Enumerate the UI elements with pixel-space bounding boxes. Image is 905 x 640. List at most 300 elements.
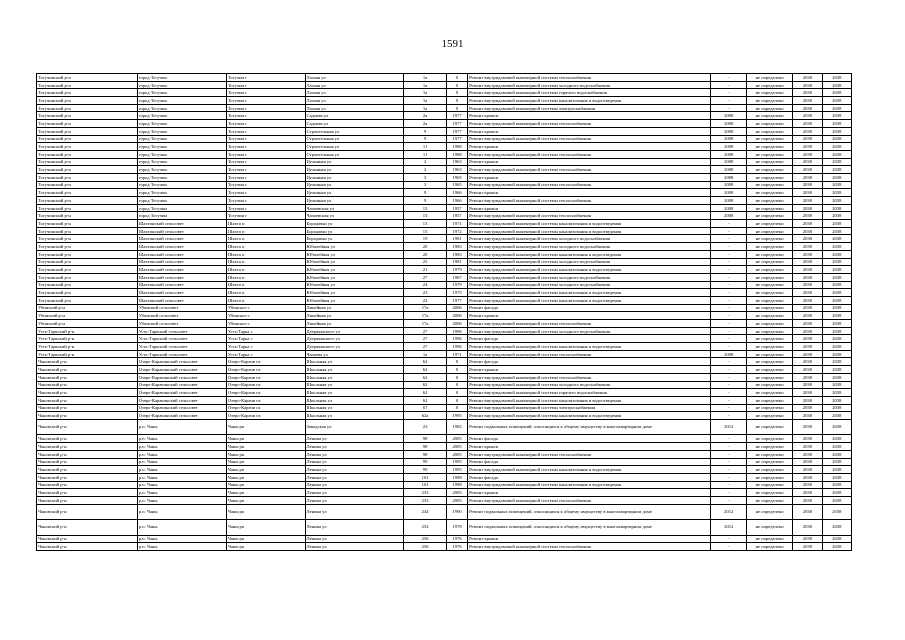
cell-planned-cost: не определено bbox=[747, 173, 793, 181]
cell-build-year: 0 bbox=[447, 396, 468, 404]
cell-municipality: город Тогучин bbox=[137, 104, 226, 112]
cell-street: Ленина ул bbox=[305, 473, 404, 481]
cell-end-year: 2038 bbox=[822, 535, 851, 543]
cell-settlement: Тогучин г bbox=[226, 112, 305, 120]
cell-settlement: Озеро-Карачи пс bbox=[226, 389, 305, 397]
cell-street: Лазаня ул bbox=[305, 104, 404, 112]
table-row bbox=[37, 535, 852, 543]
cell-settlement: Тогучин г bbox=[226, 166, 305, 174]
cell-district: Тогучинский р-н bbox=[37, 243, 138, 251]
table-row bbox=[37, 389, 852, 397]
cell-house-number: 17а bbox=[404, 304, 447, 312]
cell-planned-cost: не определено bbox=[747, 535, 793, 543]
cell-settlement: Тогучин г bbox=[226, 89, 305, 97]
cell-end-year: 2038 bbox=[822, 419, 851, 435]
cell-house-number: 67 bbox=[404, 404, 447, 412]
cell-end-year: 2038 bbox=[822, 204, 851, 212]
cell-start-year: 2038 bbox=[793, 150, 822, 158]
table-row bbox=[37, 320, 852, 328]
cell-last-repair-year: - bbox=[711, 335, 747, 343]
table-row bbox=[37, 220, 852, 228]
table-row bbox=[37, 143, 852, 151]
cell-start-year: 2038 bbox=[793, 273, 822, 281]
cell-build-year: 1979 bbox=[447, 266, 468, 274]
cell-planned-cost: не определено bbox=[747, 312, 793, 320]
cell-start-year: 2038 bbox=[793, 520, 822, 536]
cell-municipality: город Тогучин bbox=[137, 212, 226, 220]
cell-street: Лазаня ул bbox=[305, 74, 404, 82]
cell-municipality: город Тогучин bbox=[137, 89, 226, 97]
cell-district: Убинский р-н bbox=[37, 304, 138, 312]
cell-district: Чановский р-н bbox=[37, 435, 138, 443]
cell-settlement: Чаны рп bbox=[226, 496, 305, 504]
cell-last-repair-year: - bbox=[711, 473, 747, 481]
cell-end-year: 2038 bbox=[822, 327, 851, 335]
cell-start-year: 2038 bbox=[793, 366, 822, 374]
cell-work-type: Ремонт крыши bbox=[468, 535, 711, 543]
cell-district: Тогучинский р-н bbox=[37, 281, 138, 289]
cell-house-number: 1а bbox=[404, 104, 447, 112]
cell-end-year: 2038 bbox=[822, 320, 851, 328]
cell-district: Тогучинский р-н bbox=[37, 166, 138, 174]
cell-start-year: 2038 bbox=[793, 74, 822, 82]
cell-house-number: 98 bbox=[404, 450, 447, 458]
table-row bbox=[37, 443, 852, 451]
cell-street: Ленина ул bbox=[305, 435, 404, 443]
cell-last-repair-year: - bbox=[711, 435, 747, 443]
cell-house-number: 1а bbox=[404, 97, 447, 105]
cell-settlement: Озеро-Карачи пс bbox=[226, 404, 305, 412]
table-row bbox=[37, 227, 852, 235]
cell-street: Лазаня ул bbox=[305, 97, 404, 105]
cell-last-repair-year: 2008 bbox=[711, 127, 747, 135]
cell-end-year: 2038 bbox=[822, 458, 851, 466]
cell-street: Чапаева ул bbox=[305, 350, 404, 358]
cell-work-type: Ремонт внутридомовой инженерной системы холодного водоснабжения bbox=[468, 281, 711, 289]
cell-planned-cost: не определено bbox=[747, 150, 793, 158]
cell-build-year: 1983 bbox=[447, 250, 468, 258]
cell-municipality: город Тогучин bbox=[137, 150, 226, 158]
cell-street: Ленина ул bbox=[305, 535, 404, 543]
cell-end-year: 2038 bbox=[822, 189, 851, 197]
cell-end-year: 2038 bbox=[822, 250, 851, 258]
cell-last-repair-year: - bbox=[711, 304, 747, 312]
cell-street: Ленина ул bbox=[305, 466, 404, 474]
cell-planned-cost: не определено bbox=[747, 266, 793, 274]
cell-work-type: Ремонт внутридомовой инженерной системы электроснабжения bbox=[468, 404, 711, 412]
cell-start-year: 2038 bbox=[793, 112, 822, 120]
cell-last-repair-year: - bbox=[711, 396, 747, 404]
cell-house-number: 98 bbox=[404, 443, 447, 451]
cell-end-year: 2038 bbox=[822, 404, 851, 412]
cell-district: Тогучинский р-н bbox=[37, 173, 138, 181]
cell-street: Целинная ул bbox=[305, 189, 404, 197]
cell-house-number: 13 bbox=[404, 220, 447, 228]
cell-planned-cost: не определено bbox=[747, 273, 793, 281]
cell-last-repair-year: 2008 bbox=[711, 112, 747, 120]
cell-end-year: 2038 bbox=[822, 389, 851, 397]
table-row bbox=[37, 97, 852, 105]
cell-build-year: 2005 bbox=[447, 435, 468, 443]
cell-municipality: Озеро-Карачинский сельсовет bbox=[137, 412, 226, 420]
cell-street: Школьная ул bbox=[305, 389, 404, 397]
cell-work-type: Ремонт внутридомовой инженерной системы канализования и водоотведения bbox=[468, 220, 711, 228]
cell-municipality: город Тогучин bbox=[137, 74, 226, 82]
cell-work-type: Ремонт внутридомовой инженерной системы канализования и водоотведения bbox=[468, 481, 711, 489]
cell-planned-cost: не определено bbox=[747, 74, 793, 82]
cell-start-year: 2038 bbox=[793, 481, 822, 489]
cell-build-year: 1981 bbox=[447, 235, 468, 243]
cell-district: Тогучинский р-н bbox=[37, 189, 138, 197]
cell-planned-cost: не определено bbox=[747, 296, 793, 304]
cell-planned-cost: не определено bbox=[747, 473, 793, 481]
cell-district: Чановский р-н bbox=[37, 412, 138, 420]
cell-last-repair-year: - bbox=[711, 358, 747, 366]
cell-end-year: 2038 bbox=[822, 227, 851, 235]
cell-district: Чановский р-н bbox=[37, 358, 138, 366]
cell-house-number: 24 bbox=[404, 281, 447, 289]
table-row bbox=[37, 104, 852, 112]
table-row bbox=[37, 435, 852, 443]
cell-work-type: Ремонт фасада bbox=[468, 335, 711, 343]
cell-last-repair-year: 2008 bbox=[711, 143, 747, 151]
cell-build-year: 1957 bbox=[447, 212, 468, 220]
cell-work-type: Ремонт внутридомовой инженерной системы теплоснабжения bbox=[468, 350, 711, 358]
cell-street: Целинная ул bbox=[305, 166, 404, 174]
cell-settlement: Тогучин г bbox=[226, 212, 305, 220]
cell-end-year: 2038 bbox=[822, 473, 851, 481]
cell-municipality: Убинский сельсовет bbox=[137, 312, 226, 320]
cell-house-number: 233 bbox=[404, 496, 447, 504]
cell-municipality: город Тогучин bbox=[137, 158, 226, 166]
table-row bbox=[37, 335, 852, 343]
table-row bbox=[37, 327, 852, 335]
cell-last-repair-year: 2008 bbox=[711, 135, 747, 143]
cell-start-year: 2038 bbox=[793, 435, 822, 443]
cell-municipality: Шахтинский сельсовет bbox=[137, 281, 226, 289]
cell-planned-cost: не определено bbox=[747, 97, 793, 105]
cell-end-year: 2038 bbox=[822, 443, 851, 451]
cell-settlement: Тогучин г bbox=[226, 97, 305, 105]
cell-end-year: 2038 bbox=[822, 335, 851, 343]
table-row bbox=[37, 412, 852, 420]
cell-house-number: 23 bbox=[404, 289, 447, 297]
cell-end-year: 2038 bbox=[822, 112, 851, 120]
cell-work-type: Ремонт внутридомовой инженерной системы холодного водоснабжения bbox=[468, 243, 711, 251]
cell-last-repair-year: 2008 bbox=[711, 189, 747, 197]
cell-house-number: 62 bbox=[404, 389, 447, 397]
cell-end-year: 2038 bbox=[822, 381, 851, 389]
cell-municipality: Шахтинский сельсовет bbox=[137, 235, 226, 243]
cell-municipality: город Тогучин bbox=[137, 166, 226, 174]
cell-street: Ленина ул bbox=[305, 496, 404, 504]
cell-municipality: р.п. Чаны bbox=[137, 466, 226, 474]
cell-work-type: Ремонт фасада bbox=[468, 435, 711, 443]
cell-end-year: 2038 bbox=[822, 343, 851, 351]
cell-last-repair-year: 2008 bbox=[711, 197, 747, 205]
cell-district: Чановский р-н bbox=[37, 535, 138, 543]
cell-planned-cost: не определено bbox=[747, 189, 793, 197]
cell-end-year: 2038 bbox=[822, 212, 851, 220]
cell-start-year: 2038 bbox=[793, 504, 822, 520]
cell-work-type: Ремонт внутридомовой инженерной системы холодного водоснабжения bbox=[468, 327, 711, 335]
cell-work-type: Ремонт фасада bbox=[468, 358, 711, 366]
cell-build-year: 0 bbox=[447, 381, 468, 389]
cell-house-number: 62 bbox=[404, 358, 447, 366]
cell-house-number: 9 bbox=[404, 189, 447, 197]
cell-settlement: Тогучин г bbox=[226, 158, 305, 166]
table-row bbox=[37, 235, 852, 243]
cell-street: Целинная ул bbox=[305, 173, 404, 181]
cell-house-number: 1а bbox=[404, 81, 447, 89]
cell-district: Убинский р-н bbox=[37, 312, 138, 320]
cell-end-year: 2038 bbox=[822, 235, 851, 243]
cell-house-number: 256 bbox=[404, 543, 447, 551]
cell-planned-cost: не определено bbox=[747, 458, 793, 466]
cell-work-type: Ремонт крыши bbox=[468, 489, 711, 497]
cell-last-repair-year: - bbox=[711, 366, 747, 374]
cell-district: Тогучинский р-н bbox=[37, 181, 138, 189]
table-row bbox=[37, 481, 852, 489]
cell-start-year: 2038 bbox=[793, 89, 822, 97]
cell-build-year: 1977 bbox=[447, 296, 468, 304]
table-row bbox=[37, 489, 852, 497]
cell-settlement: Озеро-Карачи пс bbox=[226, 412, 305, 420]
cell-end-year: 2038 bbox=[822, 304, 851, 312]
cell-municipality: Убинский сельсовет bbox=[137, 320, 226, 328]
cell-build-year: 2006 bbox=[447, 304, 468, 312]
cell-start-year: 2038 bbox=[793, 389, 822, 397]
cell-planned-cost: не определено bbox=[747, 166, 793, 174]
cell-district: Чановский р-н bbox=[37, 481, 138, 489]
cell-district: Чановский р-н bbox=[37, 419, 138, 435]
cell-end-year: 2038 bbox=[822, 358, 851, 366]
cell-settlement: Шахта п bbox=[226, 258, 305, 266]
cell-planned-cost: не определено bbox=[747, 496, 793, 504]
cell-street: Строительная ул bbox=[305, 127, 404, 135]
cell-planned-cost: не определено bbox=[747, 504, 793, 520]
cell-settlement: Шахта п bbox=[226, 220, 305, 228]
cell-house-number: 27 bbox=[404, 327, 447, 335]
cell-municipality: р.п. Чаны bbox=[137, 419, 226, 435]
cell-start-year: 2038 bbox=[793, 104, 822, 112]
cell-end-year: 2038 bbox=[822, 450, 851, 458]
cell-street: Бородавко ул bbox=[305, 227, 404, 235]
cell-house-number: 233 bbox=[404, 489, 447, 497]
cell-work-type: Ремонт подвальных помещений, относящихся к общему имуществу в многоквартирном доме bbox=[468, 419, 711, 435]
cell-start-year: 2038 bbox=[793, 350, 822, 358]
cell-end-year: 2038 bbox=[822, 289, 851, 297]
cell-settlement: Тогучин г bbox=[226, 189, 305, 197]
cell-work-type: Ремонт внутридомовой инженерной системы канализования и водоотведения bbox=[468, 343, 711, 351]
cell-house-number: 23 bbox=[404, 419, 447, 435]
cell-municipality: город Тогучин bbox=[137, 120, 226, 128]
cell-municipality: город Тогучин bbox=[137, 143, 226, 151]
table-row bbox=[37, 396, 852, 404]
cell-street: Школьная ул bbox=[305, 366, 404, 374]
cell-start-year: 2038 bbox=[793, 358, 822, 366]
cell-municipality: р.п. Чаны bbox=[137, 473, 226, 481]
cell-work-type: Ремонт внутридомовой инженерной системы теплоснабжения bbox=[468, 496, 711, 504]
cell-settlement: Усть-Тарка с bbox=[226, 327, 305, 335]
cell-municipality: город Тогучин bbox=[137, 189, 226, 197]
cell-house-number: 21 bbox=[404, 266, 447, 274]
table-row bbox=[37, 296, 852, 304]
table-row bbox=[37, 404, 852, 412]
cell-last-repair-year: - bbox=[711, 258, 747, 266]
cell-build-year: 1983 bbox=[447, 243, 468, 251]
cell-build-year: 1963 bbox=[447, 158, 468, 166]
cell-build-year: 1977 bbox=[447, 127, 468, 135]
cell-district: Тогучинский р-н bbox=[37, 97, 138, 105]
table-row bbox=[37, 343, 852, 351]
cell-build-year: 2005 bbox=[447, 443, 468, 451]
cell-planned-cost: не определено bbox=[747, 404, 793, 412]
cell-planned-cost: не определено bbox=[747, 227, 793, 235]
table-row bbox=[37, 366, 852, 374]
table-row bbox=[37, 450, 852, 458]
cell-start-year: 2038 bbox=[793, 212, 822, 220]
cell-work-type: Ремонт внутридомовой инженерной системы холодного водоснабжения bbox=[468, 273, 711, 281]
cell-planned-cost: не определено bbox=[747, 396, 793, 404]
cell-municipality: Шахтинский сельсовет bbox=[137, 220, 226, 228]
cell-district: Чановский р-н bbox=[37, 366, 138, 374]
cell-house-number: 17а bbox=[404, 320, 447, 328]
cell-street: Бородавко ул bbox=[305, 220, 404, 228]
cell-work-type: Ремонт крыши bbox=[468, 127, 711, 135]
cell-settlement: Озеро-Карачи пс bbox=[226, 381, 305, 389]
cell-work-type: Ремонт крыши bbox=[468, 443, 711, 451]
cell-settlement: Озеро-Карачи пс bbox=[226, 358, 305, 366]
cell-last-repair-year: - bbox=[711, 381, 747, 389]
cell-municipality: Усть-Таркский сельсовет bbox=[137, 343, 226, 351]
cell-last-repair-year: - bbox=[711, 327, 747, 335]
cell-house-number: 27 bbox=[404, 343, 447, 351]
cell-last-repair-year: - bbox=[711, 89, 747, 97]
cell-planned-cost: не определено bbox=[747, 435, 793, 443]
cell-district: Усть-Таркский р-н bbox=[37, 335, 138, 343]
page-number: 1591 bbox=[441, 38, 464, 50]
cell-last-repair-year: - bbox=[711, 404, 747, 412]
cell-street: Строительная ул bbox=[305, 143, 404, 151]
cell-settlement: Тогучин г bbox=[226, 143, 305, 151]
cell-house-number: 98 bbox=[404, 435, 447, 443]
table-row bbox=[37, 74, 852, 82]
cell-start-year: 2038 bbox=[793, 81, 822, 89]
cell-start-year: 2038 bbox=[793, 235, 822, 243]
cell-build-year: 0 bbox=[447, 404, 468, 412]
cell-build-year: 2005 bbox=[447, 450, 468, 458]
cell-build-year: 0 bbox=[447, 89, 468, 97]
cell-street: Ленина ул bbox=[305, 450, 404, 458]
cell-last-repair-year: - bbox=[711, 235, 747, 243]
cell-district: Чановский р-н bbox=[37, 520, 138, 536]
cell-build-year: 1977 bbox=[447, 135, 468, 143]
cell-house-number: 1а bbox=[404, 350, 447, 358]
cell-street: Ленина ул bbox=[305, 458, 404, 466]
cell-district: Тогучинский р-н bbox=[37, 212, 138, 220]
cell-settlement: Тогучин г bbox=[226, 197, 305, 205]
cell-end-year: 2038 bbox=[822, 350, 851, 358]
cell-start-year: 2038 bbox=[793, 250, 822, 258]
cell-last-repair-year: - bbox=[711, 281, 747, 289]
cell-start-year: 2038 bbox=[793, 204, 822, 212]
cell-work-type: Ремонт внутридомовой инженерной системы горячего водоснабжения bbox=[468, 389, 711, 397]
cell-planned-cost: не определено bbox=[747, 220, 793, 228]
cell-planned-cost: не определено bbox=[747, 258, 793, 266]
cell-settlement: Озеро-Карачи пс bbox=[226, 373, 305, 381]
cell-district: Тогучинский р-н bbox=[37, 227, 138, 235]
cell-street: Школьная ул bbox=[305, 404, 404, 412]
cell-work-type: Ремонт внутридомовой инженерной системы канализования и водоотведения bbox=[468, 296, 711, 304]
table-row bbox=[37, 89, 852, 97]
cell-build-year: 1982 bbox=[447, 419, 468, 435]
cell-end-year: 2038 bbox=[822, 504, 851, 520]
cell-street: Ленина ул bbox=[305, 489, 404, 497]
cell-build-year: 1965 bbox=[447, 173, 468, 181]
cell-municipality: р.п. Чаны bbox=[137, 520, 226, 536]
cell-work-type: Ремонт внутридомовой инженерной системы теплоснабжения bbox=[468, 197, 711, 205]
cell-start-year: 2038 bbox=[793, 419, 822, 435]
cell-district: Тогучинский р-н bbox=[37, 112, 138, 120]
cell-work-type: Ремонт внутридомовой инженерной системы холодного водоснабжения bbox=[468, 235, 711, 243]
cell-street: Лазаня ул bbox=[305, 89, 404, 97]
cell-municipality: р.п. Чаны bbox=[137, 435, 226, 443]
cell-street: Дзержинского ул bbox=[305, 335, 404, 343]
cell-municipality: Озеро-Карачинский сельсовет bbox=[137, 373, 226, 381]
cell-end-year: 2038 bbox=[822, 158, 851, 166]
cell-last-repair-year: - bbox=[711, 496, 747, 504]
cell-district: Тогучинский р-н bbox=[37, 197, 138, 205]
table-row bbox=[37, 266, 852, 274]
cell-street: Школьная ул bbox=[305, 412, 404, 420]
cell-house-number: 256 bbox=[404, 535, 447, 543]
cell-district: Тогучинский р-н bbox=[37, 81, 138, 89]
cell-municipality: р.п. Чаны bbox=[137, 504, 226, 520]
cell-house-number: 99 bbox=[404, 466, 447, 474]
cell-build-year: 1995 bbox=[447, 412, 468, 420]
table-row bbox=[37, 419, 852, 435]
cell-build-year: 1996 bbox=[447, 327, 468, 335]
cell-settlement: Чаны рп bbox=[226, 481, 305, 489]
table-row bbox=[37, 358, 852, 366]
cell-end-year: 2038 bbox=[822, 466, 851, 474]
cell-start-year: 2038 bbox=[793, 97, 822, 105]
cell-start-year: 2038 bbox=[793, 335, 822, 343]
cell-municipality: город Тогучин bbox=[137, 135, 226, 143]
cell-start-year: 2038 bbox=[793, 343, 822, 351]
cell-street: Линейная ул bbox=[305, 320, 404, 328]
table-row bbox=[37, 458, 852, 466]
cell-work-type: Ремонт внутридомовой инженерной системы канализования и водоотведения bbox=[468, 412, 711, 420]
cell-planned-cost: не определено bbox=[747, 412, 793, 420]
cell-work-type: Ремонт внутридомовой инженерной системы холодного водоснабжения bbox=[468, 81, 711, 89]
cell-street: Ленина ул bbox=[305, 543, 404, 551]
cell-house-number: 254 bbox=[404, 520, 447, 536]
table-row bbox=[37, 166, 852, 174]
cell-street: Строительная ул bbox=[305, 150, 404, 158]
cell-municipality: р.п. Чаны bbox=[137, 443, 226, 451]
cell-street: Юбилейная ул bbox=[305, 296, 404, 304]
cell-work-type: Ремонт внутридомовой инженерной системы теплоснабжения bbox=[468, 74, 711, 82]
cell-district: Тогучинский р-н bbox=[37, 204, 138, 212]
table-row bbox=[37, 150, 852, 158]
cell-municipality: Шахтинский сельсовет bbox=[137, 289, 226, 297]
cell-planned-cost: не определено bbox=[747, 366, 793, 374]
cell-planned-cost: не определено bbox=[747, 112, 793, 120]
cell-house-number: 27 bbox=[404, 335, 447, 343]
cell-build-year: 1988 bbox=[447, 150, 468, 158]
